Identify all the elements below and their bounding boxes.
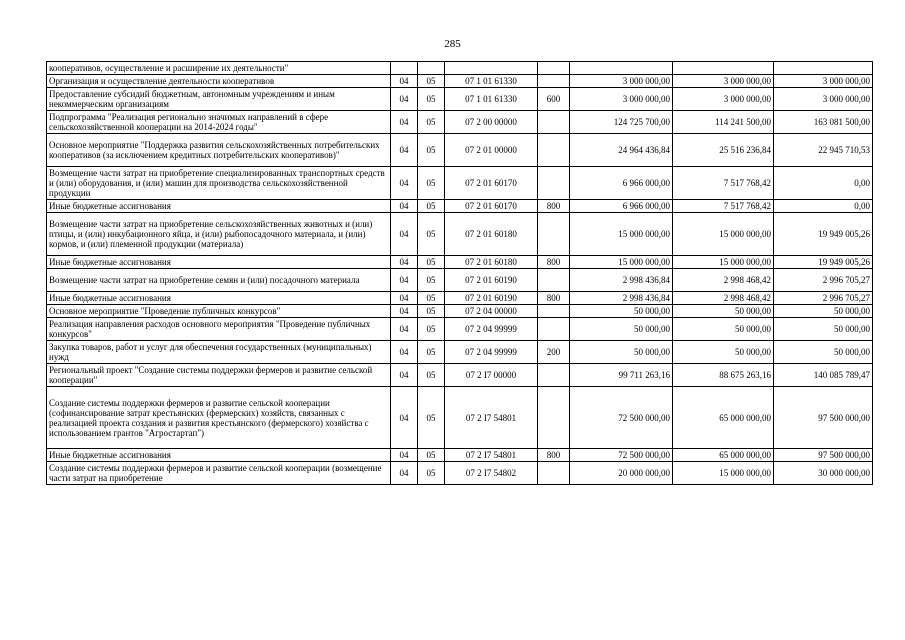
amount-year1-cell: 6 966 000,00	[570, 200, 673, 213]
amount-year3-cell: 97 500 000,00	[774, 387, 873, 449]
table-row	[47, 318, 873, 341]
amount-year3-cell: 19 949 005,26	[774, 256, 873, 269]
amount-year2-cell: 25 516 236,84	[673, 134, 774, 167]
item-name-cell: Реализация направления расходов основного мероприятия "Проведение публичных конкурсов"	[47, 318, 391, 341]
item-name-cell: Основное мероприятие "Поддержка развития сельскохозяйственных потребительских кооперативов (за исключением кредитных потребительских кооперативов)"	[47, 134, 391, 167]
expense-type-cell: 600	[538, 88, 570, 111]
expense-type-cell: 800	[538, 292, 570, 305]
section-code-cell: 04	[391, 449, 418, 462]
target-article-cell: 07 2 00 00000	[445, 111, 538, 134]
amount-year3-cell: 30 000 000,00	[774, 462, 873, 485]
amount-year2-cell: 7 517 768,42	[673, 200, 774, 213]
item-name-cell: Закупка товаров, работ и услуг для обеспечения государственных (муниципальных) нужд	[47, 341, 391, 364]
target-article-cell: 07 2 01 60170	[445, 167, 538, 200]
table-row	[47, 75, 873, 88]
section-code-cell: 04	[391, 462, 418, 485]
expense-type-cell	[538, 213, 570, 256]
target-article-cell: 07 2 01 60190	[445, 292, 538, 305]
expense-type-cell	[538, 167, 570, 200]
target-article-cell: 07 1 01 61330	[445, 88, 538, 111]
subsection-code-cell: 05	[418, 269, 445, 292]
expense-type-cell	[538, 134, 570, 167]
target-article-cell	[445, 62, 538, 75]
subsection-code-cell: 05	[418, 213, 445, 256]
amount-year3-cell: 3 000 000,00	[774, 75, 873, 88]
amount-year3-cell: 50 000,00	[774, 305, 873, 318]
table-body	[47, 62, 873, 485]
section-code-cell: 04	[391, 341, 418, 364]
amount-year3-cell: 50 000,00	[774, 341, 873, 364]
subsection-code-cell: 05	[418, 75, 445, 88]
item-name-cell: Иные бюджетные ассигнования	[47, 200, 391, 213]
section-code-cell: 04	[391, 364, 418, 387]
subsection-code-cell: 05	[418, 305, 445, 318]
item-name-cell: Возмещение части затрат на приобретение семян и (или) посадочного материала	[47, 269, 391, 292]
table-row	[47, 167, 873, 200]
section-code-cell: 04	[391, 292, 418, 305]
table-row	[47, 292, 873, 305]
table-row	[47, 269, 873, 292]
amount-year2-cell: 2 998 468,42	[673, 292, 774, 305]
amount-year2-cell: 65 000 000,00	[673, 387, 774, 449]
amount-year2-cell: 65 000 000,00	[673, 449, 774, 462]
item-name-cell: Основное мероприятие "Проведение публичных конкурсов"	[47, 305, 391, 318]
amount-year1-cell: 50 000,00	[570, 318, 673, 341]
item-name-cell: кооперативов, осуществление и расширение их деятельности"	[47, 62, 391, 75]
target-article-cell: 07 2 04 00000	[445, 305, 538, 318]
section-code-cell: 04	[391, 269, 418, 292]
target-article-cell: 07 2 I7 54802	[445, 462, 538, 485]
table-row	[47, 213, 873, 256]
amount-year2-cell	[673, 62, 774, 75]
expense-type-cell	[538, 318, 570, 341]
target-article-cell: 07 2 01 60190	[445, 269, 538, 292]
amount-year1-cell: 72 500 000,00	[570, 387, 673, 449]
expense-type-cell	[538, 387, 570, 449]
expense-type-cell: 800	[538, 449, 570, 462]
subsection-code-cell: 05	[418, 318, 445, 341]
subsection-code-cell: 05	[418, 134, 445, 167]
table-row	[47, 88, 873, 111]
table-row	[47, 364, 873, 387]
page-number: 285	[444, 38, 461, 50]
amount-year1-cell: 2 998 436,84	[570, 269, 673, 292]
amount-year2-cell: 7 517 768,42	[673, 167, 774, 200]
table-row	[47, 305, 873, 318]
amount-year1-cell: 3 000 000,00	[570, 88, 673, 111]
subsection-code-cell: 05	[418, 200, 445, 213]
table-row	[47, 200, 873, 213]
expense-type-cell	[538, 462, 570, 485]
item-name-cell: Иные бюджетные ассигнования	[47, 256, 391, 269]
table-row	[47, 449, 873, 462]
amount-year2-cell: 15 000 000,00	[673, 256, 774, 269]
table-row	[47, 462, 873, 485]
item-name-cell: Создание системы поддержки фермеров и развитие сельской кооперации (возмещение части затрат на приобретение	[47, 462, 391, 485]
expense-type-cell	[538, 62, 570, 75]
table-row	[47, 134, 873, 167]
amount-year3-cell	[774, 62, 873, 75]
expense-type-cell	[538, 364, 570, 387]
amount-year1-cell: 124 725 700,00	[570, 111, 673, 134]
amount-year2-cell: 50 000,00	[673, 341, 774, 364]
subsection-code-cell: 05	[418, 341, 445, 364]
target-article-cell: 07 2 I7 00000	[445, 364, 538, 387]
subsection-code-cell: 05	[418, 111, 445, 134]
amount-year3-cell: 2 996 705,27	[774, 292, 873, 305]
amount-year1-cell: 72 500 000,00	[570, 449, 673, 462]
amount-year1-cell: 50 000,00	[570, 305, 673, 318]
expense-type-cell: 800	[538, 200, 570, 213]
amount-year1-cell: 6 966 000,00	[570, 167, 673, 200]
table-row	[47, 256, 873, 269]
target-article-cell: 07 2 01 60180	[445, 213, 538, 256]
amount-year3-cell: 0,00	[774, 167, 873, 200]
table-row	[47, 62, 873, 75]
amount-year2-cell: 3 000 000,00	[673, 88, 774, 111]
amount-year1-cell: 99 711 263,16	[570, 364, 673, 387]
amount-year1-cell: 3 000 000,00	[570, 75, 673, 88]
item-name-cell: Региональный проект "Создание системы поддержки фермеров и развитие сельской кооперации"	[47, 364, 391, 387]
amount-year1-cell: 50 000,00	[570, 341, 673, 364]
subsection-code-cell: 05	[418, 364, 445, 387]
subsection-code-cell: 05	[418, 462, 445, 485]
amount-year1-cell: 15 000 000,00	[570, 256, 673, 269]
amount-year3-cell: 0,00	[774, 200, 873, 213]
item-name-cell: Иные бюджетные ассигнования	[47, 292, 391, 305]
section-code-cell: 04	[391, 305, 418, 318]
amount-year2-cell: 88 675 263,16	[673, 364, 774, 387]
table-row	[47, 387, 873, 449]
item-name-cell: Предоставление субсидий бюджетным, автономным учреждениям и иным некоммерческим организациям	[47, 88, 391, 111]
section-code-cell: 04	[391, 318, 418, 341]
expense-type-cell: 800	[538, 256, 570, 269]
amount-year1-cell: 2 998 436,84	[570, 292, 673, 305]
subsection-code-cell: 05	[418, 167, 445, 200]
section-code-cell: 04	[391, 88, 418, 111]
item-name-cell: Создание системы поддержки фермеров и развитие сельской кооперации (софинансирование затрат крестьянских (фермерских) хозяйств, связанных с реализацией проекта создания и развития крестьянского (фермерского) хозяйства с использованием грантов "Агростартап")	[47, 387, 391, 449]
target-article-cell: 07 2 01 00000	[445, 134, 538, 167]
target-article-cell: 07 2 04 99999	[445, 341, 538, 364]
section-code-cell	[391, 62, 418, 75]
item-name-cell: Иные бюджетные ассигнования	[47, 449, 391, 462]
amount-year2-cell: 50 000,00	[673, 305, 774, 318]
target-article-cell: 07 2 01 60170	[445, 200, 538, 213]
amount-year3-cell: 140 085 789,47	[774, 364, 873, 387]
expense-type-cell: 200	[538, 341, 570, 364]
target-article-cell: 07 2 I7 54801	[445, 449, 538, 462]
table-row	[47, 341, 873, 364]
amount-year2-cell: 3 000 000,00	[673, 75, 774, 88]
amount-year3-cell: 2 996 705,27	[774, 269, 873, 292]
item-name-cell: Подпрограмма "Реализация регионально значимых направлений в сфере сельскохозяйственной кооперации на 2014-2024 годы"	[47, 111, 391, 134]
section-code-cell: 04	[391, 256, 418, 269]
section-code-cell: 04	[391, 213, 418, 256]
amount-year1-cell: 15 000 000,00	[570, 213, 673, 256]
expense-type-cell	[538, 75, 570, 88]
subsection-code-cell: 05	[418, 387, 445, 449]
expense-type-cell	[538, 111, 570, 134]
subsection-code-cell: 05	[418, 449, 445, 462]
section-code-cell: 04	[391, 167, 418, 200]
section-code-cell: 04	[391, 111, 418, 134]
section-code-cell: 04	[391, 134, 418, 167]
amount-year3-cell: 163 081 500,00	[774, 111, 873, 134]
amount-year3-cell: 22 945 710,53	[774, 134, 873, 167]
amount-year3-cell: 50 000,00	[774, 318, 873, 341]
expense-type-cell	[538, 305, 570, 318]
target-article-cell: 07 1 01 61330	[445, 75, 538, 88]
subsection-code-cell	[418, 62, 445, 75]
amount-year1-cell: 24 964 436,84	[570, 134, 673, 167]
section-code-cell: 04	[391, 200, 418, 213]
table-row	[47, 111, 873, 134]
target-article-cell: 07 2 01 60180	[445, 256, 538, 269]
subsection-code-cell: 05	[418, 292, 445, 305]
target-article-cell: 07 2 04 99999	[445, 318, 538, 341]
amount-year2-cell: 15 000 000,00	[673, 213, 774, 256]
item-name-cell: Организация и осуществление деятельности кооперативов	[47, 75, 391, 88]
amount-year2-cell: 2 998 468,42	[673, 269, 774, 292]
subsection-code-cell: 05	[418, 256, 445, 269]
subsection-code-cell: 05	[418, 88, 445, 111]
amount-year2-cell: 50 000,00	[673, 318, 774, 341]
amount-year1-cell	[570, 62, 673, 75]
budget-table	[46, 61, 873, 485]
expense-type-cell	[538, 269, 570, 292]
amount-year1-cell: 20 000 000,00	[570, 462, 673, 485]
amount-year2-cell: 114 241 500,00	[673, 111, 774, 134]
section-code-cell: 04	[391, 75, 418, 88]
item-name-cell: Возмещение части затрат на приобретение специализированных транспортных средств и (или) оборудования, и (или) машин для производства сельскохозяйственной продукции	[47, 167, 391, 200]
amount-year3-cell: 19 949 005,26	[774, 213, 873, 256]
amount-year2-cell: 15 000 000,00	[673, 462, 774, 485]
item-name-cell: Возмещение части затрат на приобретение сельскохозяйственных животных и (или) птицы, и (или) инкубационного яйца, и (или) рыбопосадочного материала, и (или) кормов, и (или) племенной продукции (материала)	[47, 213, 391, 256]
section-code-cell: 04	[391, 387, 418, 449]
target-article-cell: 07 2 I7 54801	[445, 387, 538, 449]
amount-year3-cell: 97 500 000,00	[774, 449, 873, 462]
amount-year3-cell: 3 000 000,00	[774, 88, 873, 111]
